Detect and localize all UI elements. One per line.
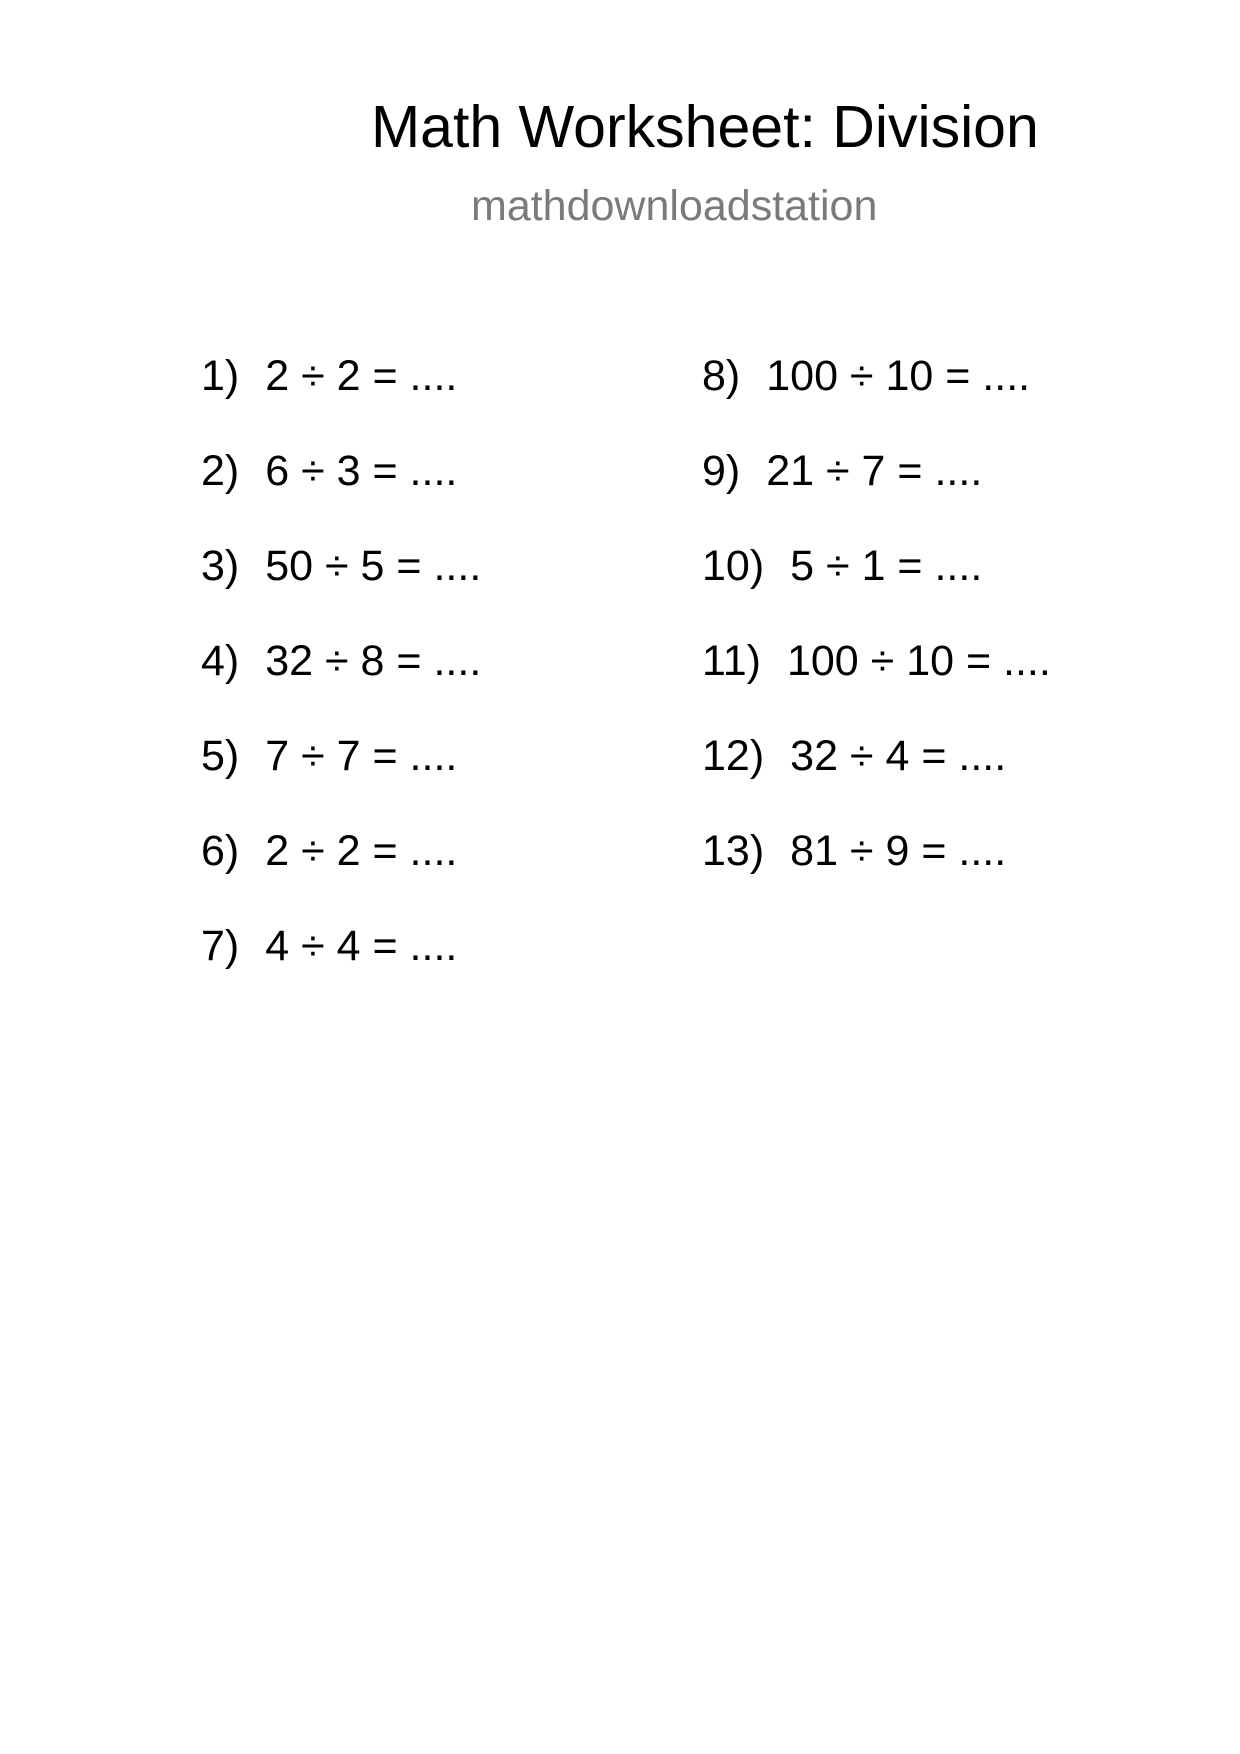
problem-number: 8) xyxy=(702,352,741,400)
problem-item xyxy=(201,922,481,1017)
problem-expression: 100 ÷ 10 = .... xyxy=(786,637,1051,685)
problem-number: 13) xyxy=(702,827,765,875)
problem-expression: 100 ÷ 10 = .... xyxy=(766,352,1031,400)
problem-number: 11) xyxy=(702,637,761,685)
problem-expression: 32 ÷ 8 = .... xyxy=(265,637,482,685)
problem-item xyxy=(702,542,1051,637)
problem-item xyxy=(702,732,1051,827)
problem-expression: 2 ÷ 2 = .... xyxy=(265,827,458,875)
problem-column-left xyxy=(201,352,481,1017)
problem-number: 5) xyxy=(201,732,240,780)
problem-expression: 7 ÷ 7 = .... xyxy=(265,732,458,780)
problem-number: 6) xyxy=(201,827,240,875)
page-subtitle: mathdownloadstation xyxy=(471,182,878,230)
problem-number: 4) xyxy=(201,637,240,685)
problem-expression: 2 ÷ 2 = .... xyxy=(265,352,458,400)
problem-expression: 4 ÷ 4 = .... xyxy=(265,922,458,970)
problem-item xyxy=(201,827,481,922)
problem-number: 12) xyxy=(702,732,765,780)
problem-number: 9) xyxy=(702,447,741,495)
problem-number: 2) xyxy=(201,447,240,495)
problem-item xyxy=(201,637,481,732)
problem-item xyxy=(702,447,1051,542)
problem-expression: 81 ÷ 9 = .... xyxy=(790,827,1007,875)
problem-number: 1) xyxy=(201,352,240,400)
problem-item xyxy=(201,732,481,827)
problem-item xyxy=(201,542,481,637)
problem-item xyxy=(702,352,1051,447)
problem-number: 10) xyxy=(702,542,765,590)
problem-item xyxy=(201,352,481,447)
problem-column-right xyxy=(702,352,1051,922)
problem-expression: 21 ÷ 7 = .... xyxy=(766,447,983,495)
problem-item xyxy=(702,827,1051,922)
problem-expression: 32 ÷ 4 = .... xyxy=(790,732,1007,780)
problem-number: 7) xyxy=(201,922,240,970)
problem-expression: 5 ÷ 1 = .... xyxy=(790,542,983,590)
problem-item xyxy=(201,447,481,542)
problem-expression: 6 ÷ 3 = .... xyxy=(265,447,458,495)
page-title: Math Worksheet: Division xyxy=(371,94,1039,160)
problem-number: 3) xyxy=(201,542,240,590)
problem-expression: 50 ÷ 5 = .... xyxy=(265,542,482,590)
problem-item xyxy=(702,637,1051,732)
